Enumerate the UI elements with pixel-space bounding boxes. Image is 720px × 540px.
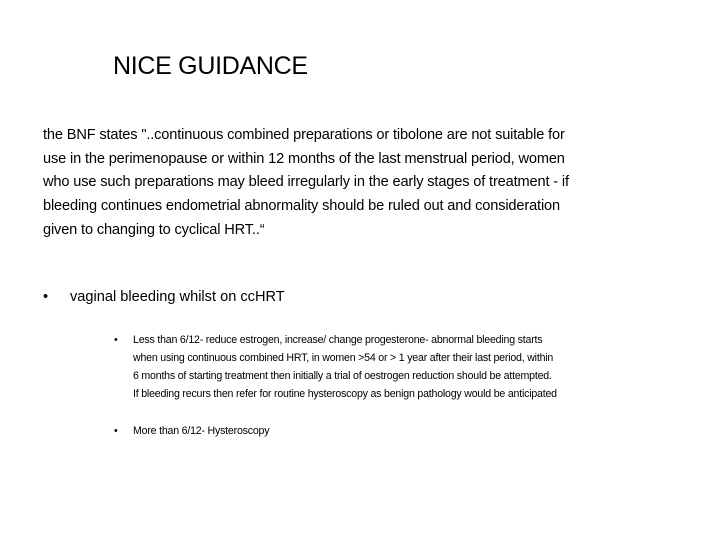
sub-bullet-line: when using continuous combined HRT, in women >54 or > 1 year after their last period, within <box>133 352 554 364</box>
bnf-quote-paragraph <box>43 124 569 243</box>
paragraph-line: the BNF states "..continuous combined preparations or tibolone are not suitable for <box>43 127 565 143</box>
bullet-text: vaginal bleeding whilst on ccHRT <box>70 289 285 305</box>
sub-bullet-line: Less than 6/12- reduce estrogen, increase/ change progesterone- abnormal bleeding starts <box>133 334 543 346</box>
paragraph-line: who use such preparations may bleed irregularly in the early stages of treatment - if <box>43 174 569 191</box>
bullet-marker: • <box>43 289 49 305</box>
sub-bullet-line: If bleeding recurs then refer for routine hysteroscopy as benign pathology would be anticipated <box>133 388 557 400</box>
paragraph-line: given to changing to cyclical HRT..“ <box>43 221 265 238</box>
slide-title: NICE GUIDANCE <box>113 52 308 80</box>
sub-bullet-line: More than 6/12- Hysteroscopy <box>133 425 270 437</box>
sub-bullet-marker: • <box>114 425 118 437</box>
paragraph-line: bleeding continues endometrial abnormality should be ruled out and consideration <box>43 198 560 215</box>
sub-bullet-line: 6 months of starting treatment then initially a trial of oestrogen reduction should be attempted. <box>133 370 552 382</box>
sub-bullet-marker: • <box>114 334 118 346</box>
paragraph-line: use in the perimenopause or within 12 months of the last menstrual period, women <box>43 150 565 167</box>
